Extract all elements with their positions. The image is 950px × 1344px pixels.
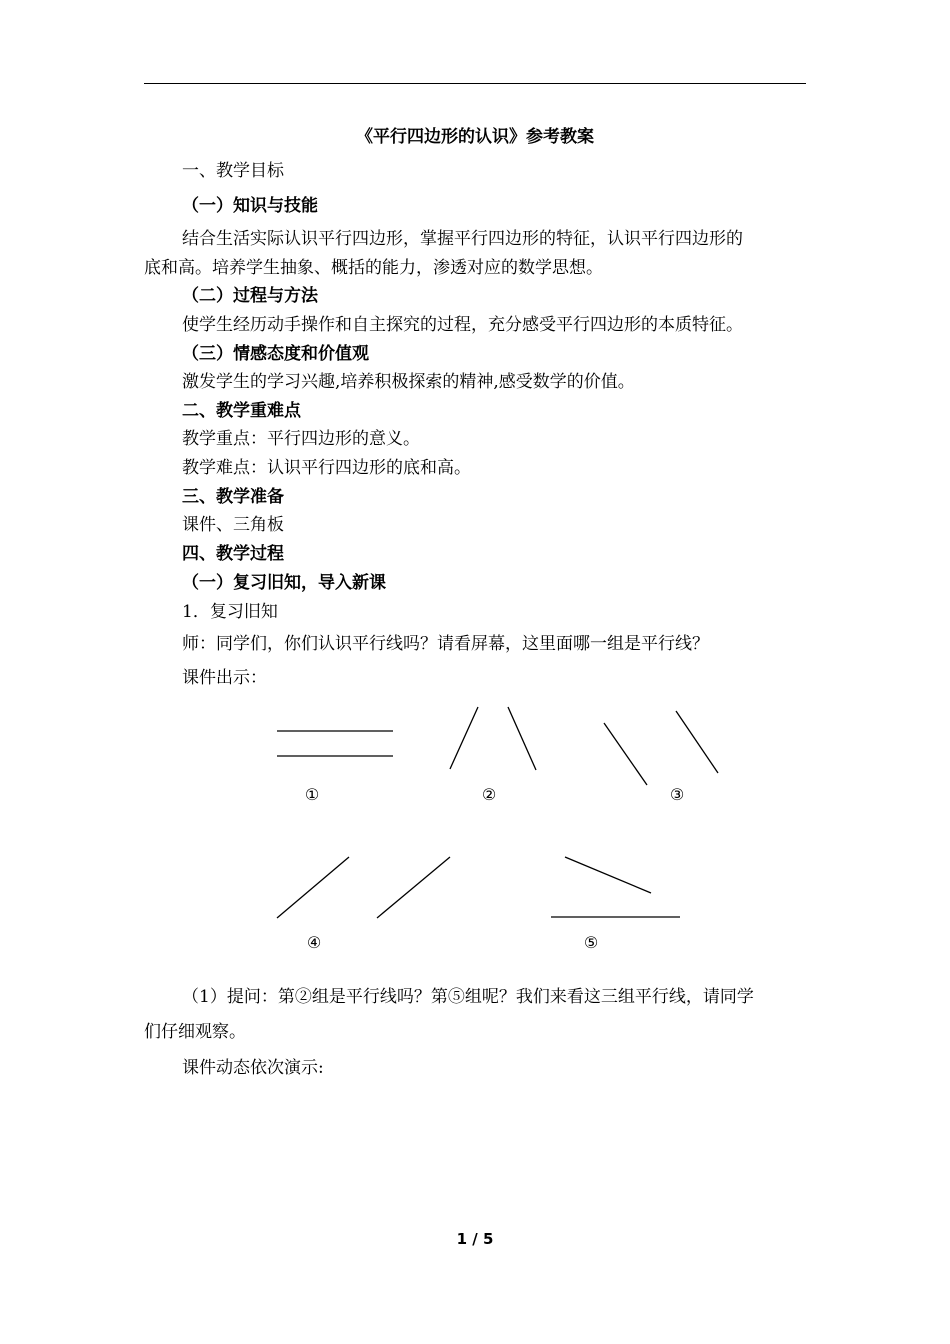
paragraph-line: 激发学生的学习兴趣,培养积极探索的精神,感受数学的价值。 (182, 372, 635, 392)
parallel-lines-figure (0, 690, 950, 960)
paragraph-line: 教学难点：认识平行四边形的底和高。 (182, 458, 471, 478)
heading-preparation: 三、教学准备 (182, 487, 284, 507)
document-title: 《平行四边形的认识》参考教案 (356, 127, 594, 147)
paragraph-line: 教学重点：平行四边形的意义。 (182, 429, 420, 449)
paragraph-line: 师：同学们，你们认识平行线吗？请看屏幕，这里面哪一组是平行线？ (182, 634, 709, 654)
subheading-process: （二）过程与方法 (182, 286, 318, 306)
figure-label-3: ③ (669, 785, 685, 804)
figure-label-4: ④ (306, 933, 322, 952)
group3-line-left (604, 723, 647, 785)
paragraph-line: 课件、三角板 (182, 515, 284, 535)
heading-key-points: 二、教学重难点 (182, 401, 301, 421)
figure-label-2: ② (481, 785, 497, 804)
group5-line-slanted (565, 857, 651, 893)
paragraph-line: 结合生活实际认识平行四边形，掌握平行四边形的特征，认识平行四边形的 (182, 229, 743, 249)
group4-line-left (277, 857, 349, 918)
paragraph-line: 课件出示： (182, 668, 267, 688)
group2-line-left (450, 707, 478, 769)
paragraph-line: 1．复习旧知 (182, 602, 278, 622)
group3-line-right (676, 711, 718, 773)
subheading-knowledge: （一）知识与技能 (182, 196, 318, 216)
page-number: 1 / 5 (456, 1230, 494, 1248)
subheading-review: （一）复习旧知，导入新课 (182, 573, 386, 593)
paragraph-line: 底和高。培养学生抽象、概括的能力，渗透对应的数学思想。 (144, 258, 603, 278)
figure-label-5: ⑤ (583, 933, 599, 952)
group4-line-right (377, 857, 450, 918)
subheading-attitude: （三）情感态度和价值观 (182, 344, 369, 364)
paragraph-line: 们仔细观察。 (144, 1022, 246, 1042)
paragraph-line: 课件动态依次演示: (182, 1058, 324, 1078)
heading-objectives: 一、教学目标 (182, 161, 284, 181)
heading-procedure: 四、教学过程 (182, 544, 284, 564)
paragraph-line: 使学生经历动手操作和自主探究的过程，充分感受平行四边形的本质特征。 (182, 315, 743, 335)
header-rule (144, 83, 806, 84)
paragraph-line: （1）提问：第②组是平行线吗？第⑤组呢？我们来看这三组平行线，请同学 (182, 987, 754, 1007)
group2-line-right (508, 707, 536, 770)
figure-label-1: ① (304, 785, 320, 804)
